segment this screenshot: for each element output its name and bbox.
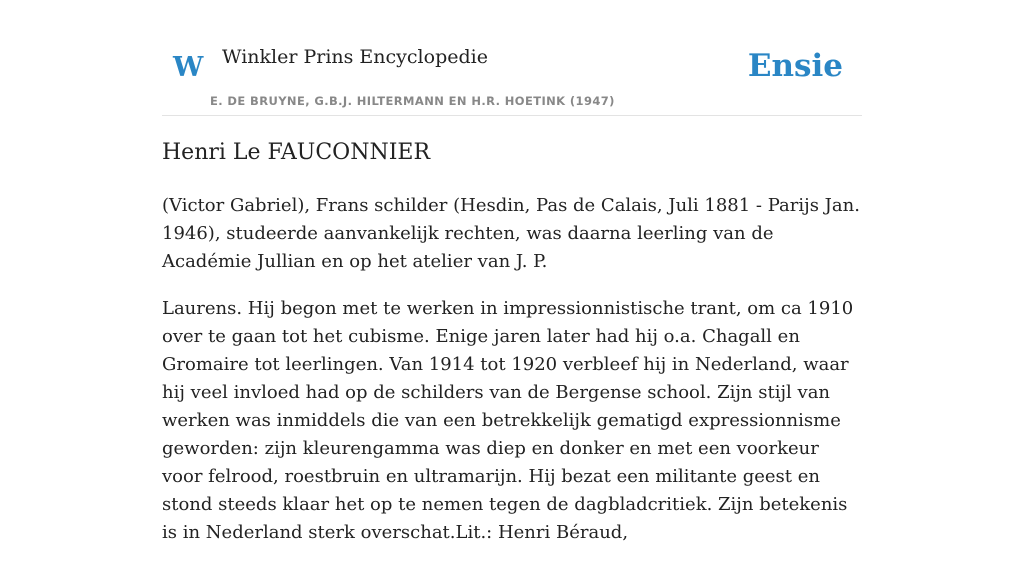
article-paragraph-1: (Victor Gabriel), Frans schilder (Hesdin, Pas de Calais, Juli 1881 - Parijs Jan. 1946), studeerde aanvankelijk rechten, was daarna leerling van de Académie Jullian en op het atelier van J. P. — [162, 195, 860, 272]
site-header — [162, 40, 862, 116]
authors-line: E. DE BRUYNE, G.B.J. HILTERMANN EN H.R. HOETINK (1947) — [210, 94, 615, 108]
article-body — [162, 192, 862, 566]
article-paragraph-2: Laurens. Hij begon met te werken in impressionnistische trant, om ca 1910 over te gaan tot het cubisme. Enige jaren later had hij o.a. Chagall en Gromaire tot leerlingen. Van 1914 tot 1920 verbleef hij in Nederland, waar hij veel invloed had op de schilders van de Bergense school. Zijn stijl van werken was inmiddels die van een betrekkelijk gematigd expressionnisme geworden: zijn kleurengamma was diep en donker en met een voorkeur voor felrood, roestbruin en ultramarijn. Hij bezat een militante geest en stond steeds klaar het op te nemen tegen de dagbladcritiek. Zijn betekenis is in Nederland sterk overschat.Lit.: Henri Béraud, — [162, 298, 854, 543]
winkler-prins-logo[interactable]: W — [173, 52, 204, 83]
article-title: Henri Le FAUCONNIER — [162, 140, 431, 165]
ensie-logo[interactable]: Ensie — [747, 48, 843, 84]
encyclopedia-title[interactable]: Winkler Prins Encyclopedie — [222, 46, 488, 68]
